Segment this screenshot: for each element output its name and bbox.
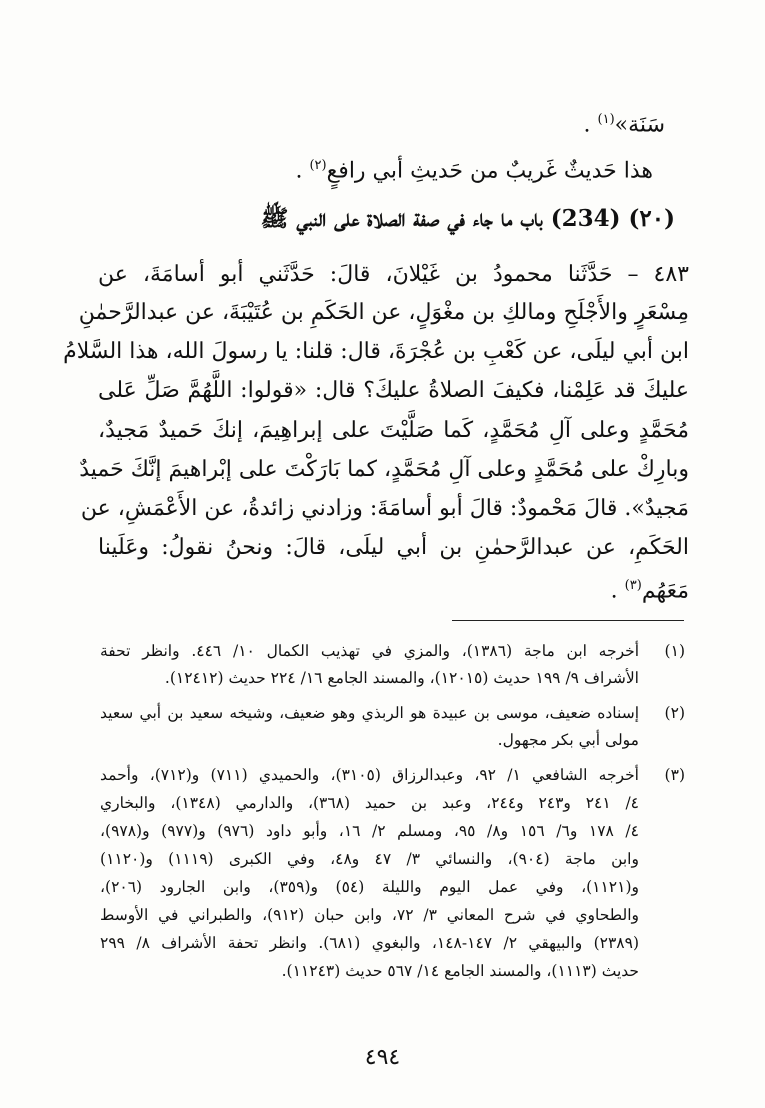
footnote-number: (٢) xyxy=(664,704,685,722)
footnote-ref-2: (٢) xyxy=(309,158,327,173)
continuation-text: سَنَة» xyxy=(614,112,665,138)
hadith-line: ابن أبي ليلَى، عن كَعْبِ بن عُجْرَةَ، قال: قلنا: يا رسولَ الله، هذا السَّلامُ xyxy=(63,339,689,364)
continuation-end: . xyxy=(583,112,598,138)
hadith-last-text: مَعَهُم xyxy=(641,578,689,604)
hadith-last-end: . xyxy=(610,578,625,604)
grading-text: هذا حَديثٌ غَريبٌ من حَديثِ أبي رافعٍ xyxy=(326,158,653,184)
chapter-heading: (٢٠) (234) باب ما جاء في صفة الصلاة على النبي ﷺ xyxy=(260,205,675,232)
hadith-line: وبارِكْ على مُحَمَّدٍ وعلى آلِ مُحَمَّدٍ، كما بَارَكْتَ على إبْراهيمَ إنَّكَ حَميدٌ xyxy=(79,457,689,482)
hadith-line: مِسْعَرٍ والأَجْلَحِ ومالكِ بن مغْوَلٍ، عن الحَكَمِ بن عُتَيْبَةَ، عن عبدالرَّحمٰنِ xyxy=(78,300,689,325)
hadith-line: عليكَ قد عَلِمْنا، فكيفَ الصلاةُ عليكَ؟ قال: «قولوا: اللَّهُمَّ صَلِّ عَلى xyxy=(98,378,689,403)
hadith-last-line xyxy=(611,578,689,603)
footnote-line: الأشراف ٩/ ١٩٩ حديث (١٢٠١٥)، والمسند الجامع ١٦/ ٢٢٤ حديث (١٢٤١٢). xyxy=(164,669,639,687)
footnote-line: ٤/ ١٧٨ و٦/ ١٥٦ و٨/ ٩٥، ومسلم ٢/ ١٦، وأبو داود (٩٧٦) و(٩٧٧) و(٩٧٨)، xyxy=(100,822,639,840)
footnote-number: (٣) xyxy=(664,766,685,784)
footnote-divider xyxy=(452,620,684,621)
footnote-number: (١) xyxy=(664,642,685,660)
continuation-line xyxy=(584,112,665,137)
footnote-line: مولى أبي بكر مجهول. xyxy=(497,731,639,749)
footnote-line: و(١١٢١)، وفي عمل اليوم والليلة (٥٤) و(٣٥٩)، وابن الجارود (٢٠٦)، xyxy=(100,878,639,896)
page-number: ٤٩٤ xyxy=(364,1045,401,1070)
footnote-line: أخرجه ابن ماجة (١٣٨٦)، والمزي في تهذيب الكمال ١٠/ ٤٤٦. وانظر تحفة xyxy=(100,642,640,660)
footnote-line: وابن ماجة (٩٠٤)، والنسائي ٣/ ٤٧ و٤٨، وفي الكبرى (١١١٩) و(١١٢٠) xyxy=(100,850,639,868)
hadith-line: الحَكَمِ، عن عبدالرَّحمٰنِ بن أبي ليلَى، قالَ: ونحنُ نقولُ: وعَلَينا xyxy=(98,535,689,560)
hadith-line: مَجيدٌ». قالَ مَحْمودٌ: قالَ أبو أسامَةَ: وزادني زائدةُ، عن الأَعْمَشِ، عن xyxy=(80,496,689,521)
footnote-line: (٢٣٨٩) والبيهقي ٢/ ١٤٧-١٤٨، والبغوي (٦٨١). وانظر تحفة الأشراف ٨/ ٢٩٩ xyxy=(100,934,639,952)
hadith-line: مُحَمَّدٍ وعلى آلِ مُحَمَّدٍ، كَما صَلَّيْتَ على إبراهِيمَ، إنكَ حَميدٌ مَجيدٌ، xyxy=(98,418,689,443)
footnote-line: والطحاوي في شرح المعاني ٣/ ٧٢، وابن حبان (٩١٢)، والطبراني في الأوسط xyxy=(100,906,639,924)
footnote-line: أخرجه الشافعي ١/ ٩٢، وعبدالرزاق (٣١٠٥)، والحميدي (٧١١) و(٧١٢)، وأحمد xyxy=(100,766,639,784)
grading-end: . xyxy=(295,158,310,184)
grading-line xyxy=(295,158,653,183)
footnote-line: ٤/ ٢٤١ و٢٤٣ و٢٤٤، وعبد بن حميد (٣٦٨)، والدارمي (١٣٤٨)، والبخاري xyxy=(100,794,639,812)
footnote-ref-1: (١) xyxy=(597,112,615,127)
hadith-line: ٤٨٣ – حَدَّثَنا محمودُ بن غَيْلانَ، قالَ: حَدَّثَني أبو أسامَةَ، عن xyxy=(98,262,689,287)
footnote-ref-3: (٣) xyxy=(624,578,642,593)
footnote-line: حديث (١١١٣)، والمسند الجامع ١٤/ ٥٦٧ حديث (١١٢٤٣). xyxy=(281,962,639,980)
footnote-line: إسناده ضعيف، موسى بن عبيدة هو الربذي وهو ضعيف، وشيخه سعيد بن أبي سعيد xyxy=(100,704,639,722)
